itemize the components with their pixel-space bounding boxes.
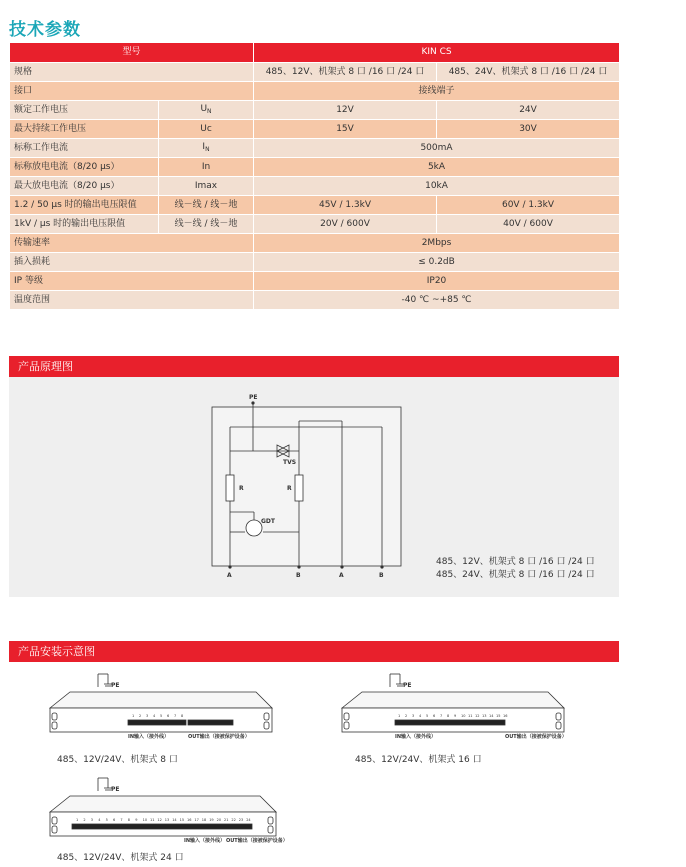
terminal-label: B <box>296 572 301 579</box>
row-symbol: In <box>159 158 254 177</box>
cell-value: 20V / 600V <box>254 215 437 234</box>
row-symbol: 线－线 / 线－地 <box>159 196 254 215</box>
port-number: 8 <box>447 714 450 718</box>
port-number: 6 <box>167 714 170 718</box>
pe-label: PE <box>403 682 412 689</box>
row-label: 额定工作电压 <box>10 101 159 120</box>
port-number: 5 <box>105 818 108 822</box>
cell-value: 485、12V、机架式 8 口 /16 口 /24 口 <box>254 63 437 82</box>
port-number: 14 <box>172 818 177 822</box>
table-row <box>10 196 620 215</box>
row-label: 标称放电电流（8/20 μs） <box>10 158 159 177</box>
port-number: 14 <box>489 714 494 718</box>
port-number: 9 <box>135 818 138 822</box>
row-label: 插入损耗 <box>10 253 254 272</box>
port-number: 8 <box>127 818 131 822</box>
cell-value: 10kA <box>254 177 620 196</box>
table-row <box>10 215 620 234</box>
table-row <box>10 234 620 253</box>
table-row <box>10 177 620 196</box>
port-number: 6 <box>113 818 116 822</box>
port-number: 2 <box>139 714 142 718</box>
port-number: 3 <box>90 818 94 822</box>
terminal-label: A <box>339 572 344 579</box>
port-number: 12 <box>157 818 162 822</box>
pe-label: PE <box>111 682 120 689</box>
row-label: 标称工作电流 <box>10 139 159 158</box>
port-number: 16 <box>187 818 192 822</box>
port-number: 2 <box>405 714 408 718</box>
principle-panel <box>9 377 619 597</box>
port-number: 1 <box>76 818 79 822</box>
rack-24-port-diagram <box>48 776 288 846</box>
cell-value: 30V <box>437 120 620 139</box>
in-label: IN输入（接外线） <box>395 734 437 740</box>
port-number: 1 <box>132 714 135 718</box>
port-number: 6 <box>433 714 436 718</box>
table-row <box>10 82 620 101</box>
cell-value: ≤ 0.2dB <box>254 253 620 272</box>
cell-value: 24V <box>437 101 620 120</box>
port-number: 19 <box>209 818 214 822</box>
port-number: 10 <box>142 818 148 822</box>
install-caption-16: 485、12V/24V、机架式 16 口 <box>355 755 482 765</box>
cell-value: IP20 <box>254 272 620 291</box>
row-symbol: Imax <box>159 177 254 196</box>
row-symbol: 线－线 / 线－地 <box>159 215 254 234</box>
port-number: 8 <box>181 714 184 718</box>
section-header-principle: 产品原理图 <box>9 356 619 377</box>
out-label: OUT输出（接被保护设备） <box>226 838 288 844</box>
row-label: 最大持续工作电压 <box>10 120 159 139</box>
row-label: 最大放电电流（8/20 μs） <box>10 177 159 196</box>
cell-value: 60V / 1.3kV <box>437 196 620 215</box>
port-number: 17 <box>194 818 199 822</box>
cell-value: 500mA <box>254 139 620 158</box>
port-number: 10 <box>461 714 466 718</box>
port-number: 16 <box>503 714 508 718</box>
table-row <box>10 120 620 139</box>
port-number: 2 <box>83 818 86 822</box>
terminal-label: A <box>227 572 232 579</box>
cell-value: 15V <box>254 120 437 139</box>
row-symbol: $I_N$ <box>159 139 254 158</box>
row-label: 接口 <box>10 82 254 101</box>
section-header-install: 产品安装示意图 <box>9 641 619 662</box>
install-caption-8: 485、12V/24V、机架式 8 口 <box>57 755 178 765</box>
in-label: IN输入（接外线） <box>128 734 170 740</box>
port-number: 15 <box>496 714 501 718</box>
gdt-label: GDT <box>261 518 275 525</box>
table-row <box>10 291 620 310</box>
row-label: 1kV / μs 时的输出电压限值 <box>10 215 159 234</box>
port-number: 7 <box>120 818 123 822</box>
port-number: 1 <box>398 714 401 718</box>
port-number: 4 <box>98 818 101 822</box>
table-row <box>10 139 620 158</box>
port-number: 13 <box>482 714 487 718</box>
port-number: 18 <box>201 818 207 822</box>
port-number: 7 <box>440 714 443 718</box>
cell-value: 2Mbps <box>254 234 620 253</box>
port-number: 5 <box>160 714 163 718</box>
cell-value: 40V / 600V <box>437 215 620 234</box>
port-number: 4 <box>153 714 156 718</box>
port-number: 11 <box>150 818 155 822</box>
principle-caption: 485、12V、机架式 8 口 /16 口 /24 口 <box>436 557 595 567</box>
row-label: 温度范围 <box>10 291 254 310</box>
model-label: 型号 <box>10 43 254 63</box>
cell-value: 45V / 1.3kV <box>254 196 437 215</box>
terminal-dot <box>251 401 254 404</box>
terminal-label: B <box>379 572 384 579</box>
port-number: 23 <box>238 818 244 822</box>
port-number: 11 <box>468 714 473 718</box>
port-number: 4 <box>419 714 422 718</box>
port-number: 22 <box>231 818 236 822</box>
specs-table <box>9 42 620 310</box>
cell-value: -40 ℃ ~+85 ℃ <box>254 291 620 310</box>
port-number: 3 <box>146 714 149 718</box>
port-number: 15 <box>179 818 185 822</box>
row-symbol: Uc <box>159 120 254 139</box>
table-row <box>10 63 620 82</box>
out-label: OUT输出（接被保护设备） <box>188 734 250 740</box>
port-number: 21 <box>224 818 229 822</box>
cell-value: 接线端子 <box>254 82 620 101</box>
table-row <box>10 272 620 291</box>
row-label: 传输速率 <box>10 234 254 253</box>
rack-16-port-diagram <box>340 672 570 742</box>
rack-8-port-diagram <box>48 672 278 742</box>
table-row <box>10 158 620 177</box>
row-label: 规格 <box>10 63 254 82</box>
out-label: OUT输出（接被保护设备） <box>505 734 567 740</box>
pe-label: PE <box>111 786 120 793</box>
install-caption-24: 485、12V/24V、机架式 24 口 <box>57 853 184 863</box>
terminal-dot <box>340 565 343 568</box>
resistor-label: R <box>287 485 292 492</box>
cell-value: 12V <box>254 101 437 120</box>
port-number: 3 <box>412 714 415 718</box>
tvs-label: TVS <box>283 459 297 466</box>
port-number: 24 <box>246 818 251 822</box>
port-number: 13 <box>164 818 170 822</box>
cell-value: 485、24V、机架式 8 口 /16 口 /24 口 <box>437 63 620 82</box>
in-label: IN输入（接外线） <box>184 838 226 844</box>
model-value: KIN CS <box>254 43 620 63</box>
terminal-dot <box>297 565 300 568</box>
pe-label: PE <box>249 394 258 401</box>
row-symbol: $U_N$ <box>159 101 254 120</box>
port-number: 9 <box>454 714 457 718</box>
row-label: IP 等级 <box>10 272 254 291</box>
cell-value: 5kA <box>254 158 620 177</box>
resistor-label: R <box>239 485 244 492</box>
page-title: 技术参数 <box>9 20 81 40</box>
terminal-dot <box>380 565 383 568</box>
table-header-row <box>10 43 620 63</box>
port-number: 7 <box>174 714 177 718</box>
port-number: 5 <box>426 714 429 718</box>
port-number: 12 <box>475 714 480 718</box>
row-label: 1.2 / 50 μs 时的输出电压限值 <box>10 196 159 215</box>
port-number: 20 <box>216 818 222 822</box>
principle-caption: 485、24V、机架式 8 口 /16 口 /24 口 <box>436 570 595 580</box>
table-row <box>10 101 620 120</box>
table-row <box>10 253 620 272</box>
terminal-dot <box>228 565 231 568</box>
